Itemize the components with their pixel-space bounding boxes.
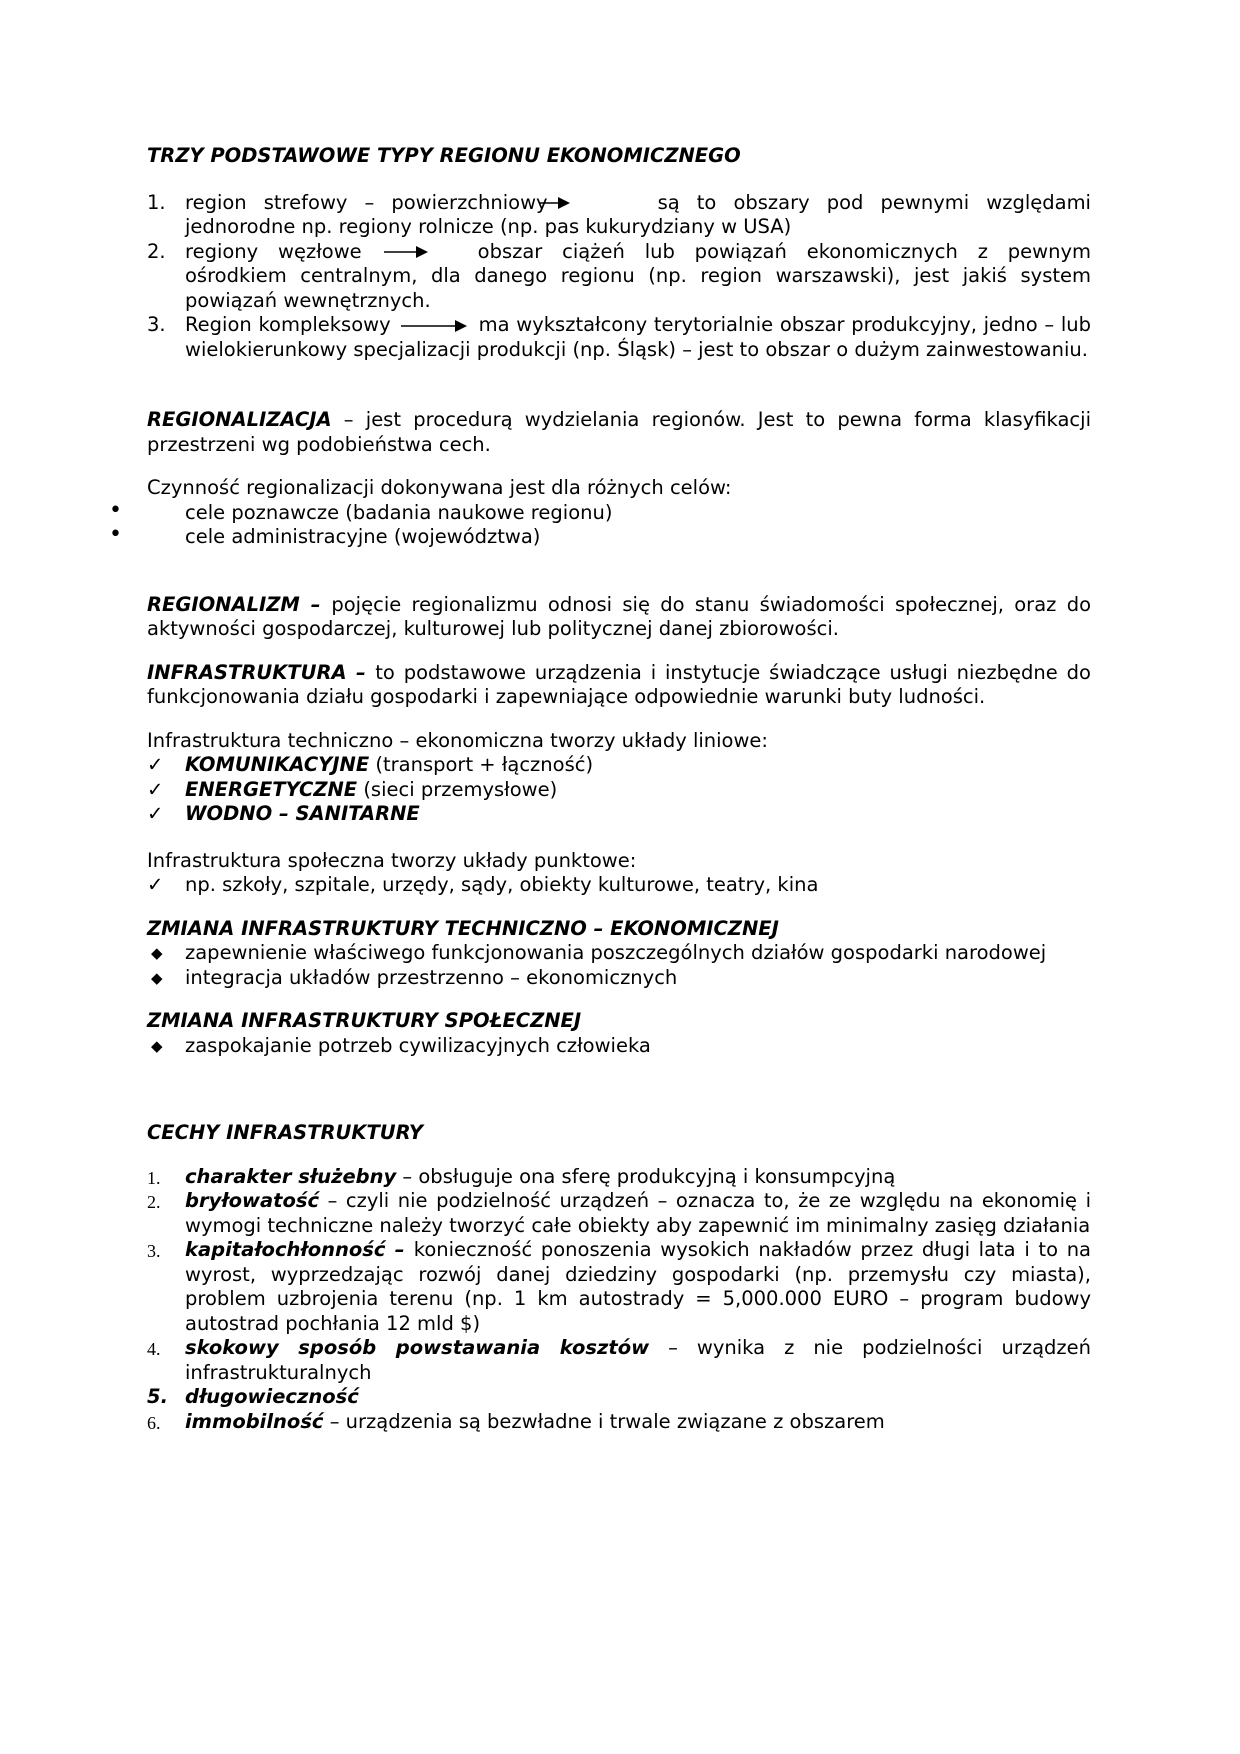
section-title: TRZY PODSTAWOWE TYPY REGIONU EKONOMICZNEGO <box>147 144 741 167</box>
item-text: obszar ciążeń lub powiązań ekonomicznych z pewnym ośrodkiem centralnym, dla danego regionu (np. region warszawski), jest jakiś system powiązań wewnętrznych. <box>185 239 1091 312</box>
item-number: 2. <box>147 1192 161 1212</box>
item-number: 1. <box>147 1167 161 1188</box>
bullet-item <box>109 522 1091 550</box>
list-item <box>147 1385 1091 1410</box>
bullet-icon: • <box>109 522 122 547</box>
regionalizacja-paragraph <box>147 408 1091 457</box>
soc-intro: Infrastruktura społeczna tworzy układy punktowe: <box>147 848 637 872</box>
infrastruktura-paragraph <box>147 661 1091 710</box>
bullet-item <box>109 497 1091 526</box>
check-item <box>147 873 1091 898</box>
item-text: integracja układów przestrzenno – ekonomicznych <box>185 965 678 989</box>
checkmark-icon: ✓ <box>147 802 164 825</box>
item-text: (sieci przemysłowe) <box>357 777 558 801</box>
term: REGIONALIZM – <box>147 592 332 616</box>
diamond-bullet-icon: ◆ <box>151 944 163 962</box>
list-item <box>147 191 1091 240</box>
item-term: immobilność <box>185 1409 324 1433</box>
item-number: 5. <box>147 1385 168 1408</box>
item-term: ENERGETYCZNE <box>185 777 358 801</box>
checkmark-icon: ✓ <box>147 873 164 896</box>
item-text: np. szkoły, szpitale, urzędy, sądy, obiekty kulturowe, teatry, kina <box>185 873 819 896</box>
diamond-bullet-icon: ◆ <box>151 968 163 987</box>
item-number: 3. <box>147 1241 161 1261</box>
item-term: długowieczność <box>185 1385 359 1408</box>
item-term: WODNO – SANITARNE <box>185 802 420 825</box>
diamond-item <box>147 941 1091 966</box>
check-item <box>147 753 1091 778</box>
list-item <box>147 313 1091 362</box>
item-term: charakter służebny <box>185 1164 397 1188</box>
item-text: (transport + łączność) <box>369 753 594 776</box>
diamond-bullet-icon: ◆ <box>151 1036 163 1055</box>
definition-text: to podstawowe urządzenia i instytucje świadczące usługi niezbędne do funkcjonowania działu gospodarki i zapewniające odpowiednie warunki buty ludności. <box>147 660 1091 708</box>
item-term: regiony węzłowe <box>185 239 362 263</box>
bullet-text: cele administracyjne (województwa) <box>185 525 541 548</box>
bullet-icon: • <box>109 497 122 523</box>
section-title: CECHY INFRASTRUKTURY <box>147 1121 423 1144</box>
item-number: 6. <box>147 1412 161 1433</box>
list-item <box>147 1189 1091 1238</box>
item-text: konieczność ponoszenia wysokich nakładów przez długi lata i to na wyrost, wyprzedzając rozwój danej dziedziny gospodarki (np. przemysłu czy miasta), problem uzbrojenia terenu (np. 1 km autostrady = 5,000.000 EURO – program budowy autostrad pochłania 12 mld $) <box>185 1238 1091 1335</box>
item-term: KOMUNIKACYJNE <box>185 753 370 776</box>
regionalizm-paragraph <box>147 593 1091 642</box>
term: INFRASTRUKTURA – <box>147 660 376 684</box>
check-item <box>147 778 1091 803</box>
document-page <box>109 144 1092 1434</box>
item-term: bryłowatość <box>185 1189 320 1212</box>
item-text: są to obszary pod pewnymi względami jednorodne np. regiony rolnicze (np. pas kukurydziany w USA) <box>185 190 1091 238</box>
item-term: skokowy sposób powstawania kosztów <box>185 1336 650 1359</box>
item-text: – obsługuje ona sferę produkcyjną i konsumpcyjną <box>396 1164 896 1188</box>
item-term: region strefowy – powierzchniowy <box>185 190 548 214</box>
list-item <box>147 1336 1091 1385</box>
term: REGIONALIZACJA <box>147 408 332 431</box>
item-number: 1. <box>147 190 166 214</box>
tech-intro: Infrastruktura techniczno – ekonomiczna tworzy układy liniowe: <box>147 728 769 752</box>
item-term: kapitałochłonność – <box>185 1238 414 1261</box>
diamond-item <box>147 1034 1091 1059</box>
item-text: – wynika z nie podzielności urządzeń infrastrukturalnych <box>185 1336 1091 1384</box>
definition-text: pojęcie regionalizmu odnosi się do stanu świadomości społecznej, oraz do aktywności gospodarczej, kulturowej lub politycznej danej zbiorowości. <box>147 592 1092 640</box>
item-number: 3. <box>147 313 166 336</box>
list-item <box>147 240 1091 314</box>
arrow-icon <box>540 196 570 210</box>
check-item <box>147 802 1091 827</box>
section-title: ZMIANA INFRASTRUKTURY TECHNICZNO – EKONOMICZNEJ <box>147 916 779 940</box>
checkmark-icon: ✓ <box>147 753 164 776</box>
item-text: zapewnienie właściwego funkcjonowania poszczególnych działów gospodarki narodowej <box>185 941 1047 964</box>
item-number: 2. <box>147 239 166 263</box>
item-text: – czyli nie podzielność urządzeń – oznacza to, że ze względu na ekonomię i wymogi techniczne należy tworzyć całe obiekty aby zapewnić im minimalny zasięg działania <box>185 1189 1091 1237</box>
diamond-item <box>147 966 1091 991</box>
definition-text: – jest procedurą wydzielania regionów. Jest to pewna forma klasyfikacji przestrzeni wg podobieństwa cech. <box>147 408 1091 456</box>
item-text: ma wykształcony terytorialnie obszar produkcyjny, jedno – lub wielokierunkowy specjalizacji produkcji (np. Śląsk) – jest to obszar o dużym zainwestowaniu. <box>185 313 1091 361</box>
item-text: zaspokajanie potrzeb cywilizacyjnych człowieka <box>185 1033 651 1057</box>
checkmark-icon: ✓ <box>147 777 164 801</box>
item-term: Region kompleksowy <box>185 313 391 336</box>
list-item <box>147 1165 1091 1190</box>
item-number: 4. <box>147 1339 161 1359</box>
list-item <box>147 1238 1091 1336</box>
bullet-text: cele poznawcze (badania naukowe regionu) <box>185 500 613 524</box>
regionalizacja-intro: Czynność regionalizacji dokonywana jest dla różnych celów: <box>147 476 732 499</box>
section-title: ZMIANA INFRASTRUKTURY SPOŁECZNEJ <box>147 1009 582 1032</box>
arrow-icon <box>384 245 428 259</box>
item-text: – urządzenia są bezwładne i trwale związane z obszarem <box>323 1409 885 1433</box>
list-item <box>147 1410 1091 1435</box>
arrow-icon <box>401 319 467 333</box>
